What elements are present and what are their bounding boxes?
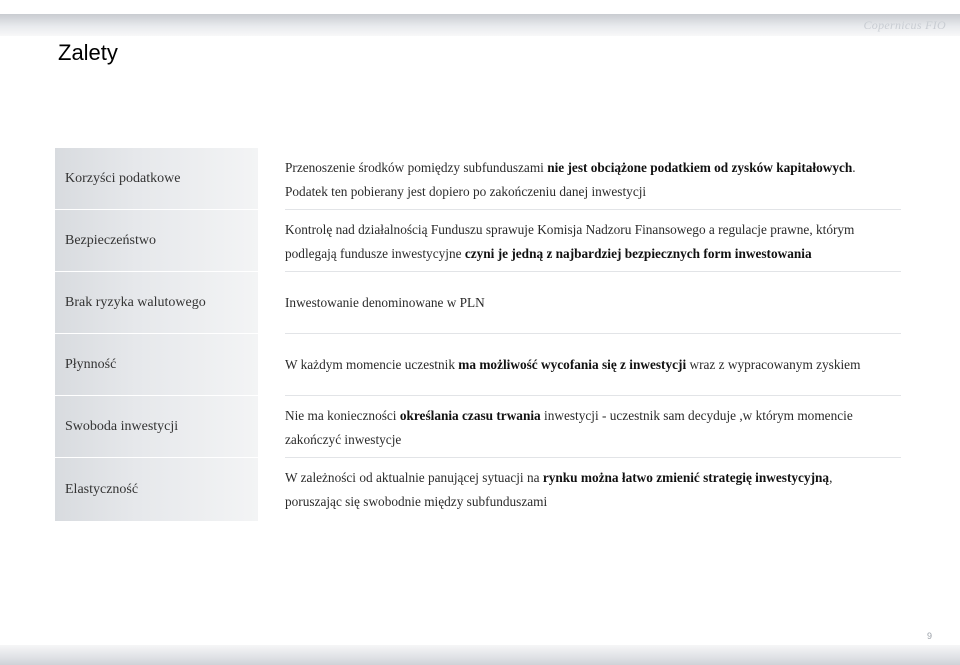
content-line [285, 404, 895, 428]
table-row-investment-freedom [55, 396, 901, 458]
row-content [285, 210, 901, 272]
table-row-security [55, 210, 901, 272]
brand-watermark: Copernicus FIO [863, 18, 946, 32]
content-line [285, 156, 895, 180]
top-decorative-bar [0, 14, 960, 36]
table-row-tax-benefits [55, 148, 901, 210]
content-line [285, 291, 485, 315]
content-line [285, 466, 895, 490]
table-row-no-currency-risk [55, 272, 901, 334]
row-label: Brak ryzyka walutowego [55, 272, 258, 334]
text-segment: Inwestowanie denominowane w PLN [285, 294, 485, 310]
text-segment: poruszając się swobodnie między subfunduszami [285, 494, 548, 509]
table-row-liquidity [55, 334, 901, 396]
text-segment: . [852, 160, 856, 175]
page-title: Zalety [58, 40, 118, 65]
table-row-flexibility [55, 458, 901, 522]
content-line [285, 428, 895, 452]
text-segment: podlegają fundusze inwestycyjne [285, 246, 465, 261]
text-segment: Podatek ten pobierany jest dopiero po zakończeniu danej inwestycji [285, 184, 647, 199]
text-segment: Nie ma konieczności [285, 408, 400, 423]
emphasized-text: określania czasu trwania [399, 408, 541, 423]
row-content [285, 334, 901, 396]
text-segment: W zależności od aktualnie panującej sytuacji na [285, 470, 543, 485]
bottom-decorative-bar [0, 645, 960, 665]
row-label: Płynność [55, 334, 258, 396]
page-number: 9 [926, 631, 932, 641]
row-label: Korzyści podatkowe [55, 148, 258, 210]
row-label: Bezpieczeństwo [55, 210, 258, 272]
row-content [285, 148, 901, 210]
content-line [285, 353, 860, 377]
text-segment: wraz z wypracowanym zyskiem [686, 356, 861, 372]
text-segment: , [829, 470, 833, 485]
row-label: Elastyczność [55, 458, 258, 522]
text-segment: Przenoszenie środków pomiędzy subfunduszami [285, 160, 548, 175]
row-label: Swoboda inwestycji [55, 396, 258, 458]
advantages-table [55, 148, 901, 522]
row-content [285, 396, 901, 458]
content-line [285, 242, 895, 266]
text-segment: Kontrolę nad działalnością Funduszu sprawuje Komisja Nadzoru Finansowego a regulacje prawne, którym [285, 222, 855, 237]
row-content [285, 458, 901, 522]
emphasized-text: czyni je jedną z najbardziej bezpiecznych form inwestowania [464, 246, 812, 261]
content-line [285, 180, 895, 204]
text-segment: zakończyć inwestycje [285, 432, 402, 447]
text-segment: inwestycji - uczestnik sam decyduje ,w którym momencie [540, 408, 853, 423]
content-line [285, 218, 895, 242]
emphasized-text: nie jest obciążone podatkiem od zysków kapitałowych [547, 160, 853, 175]
text-segment: W każdym momencie uczestnik [285, 356, 459, 372]
emphasized-text: rynku można łatwo zmienić strategię inwestycyjną [542, 470, 830, 485]
row-content [285, 272, 901, 334]
content-line [285, 490, 895, 514]
emphasized-text: ma możliwość wycofania się z inwestycji [458, 356, 687, 372]
